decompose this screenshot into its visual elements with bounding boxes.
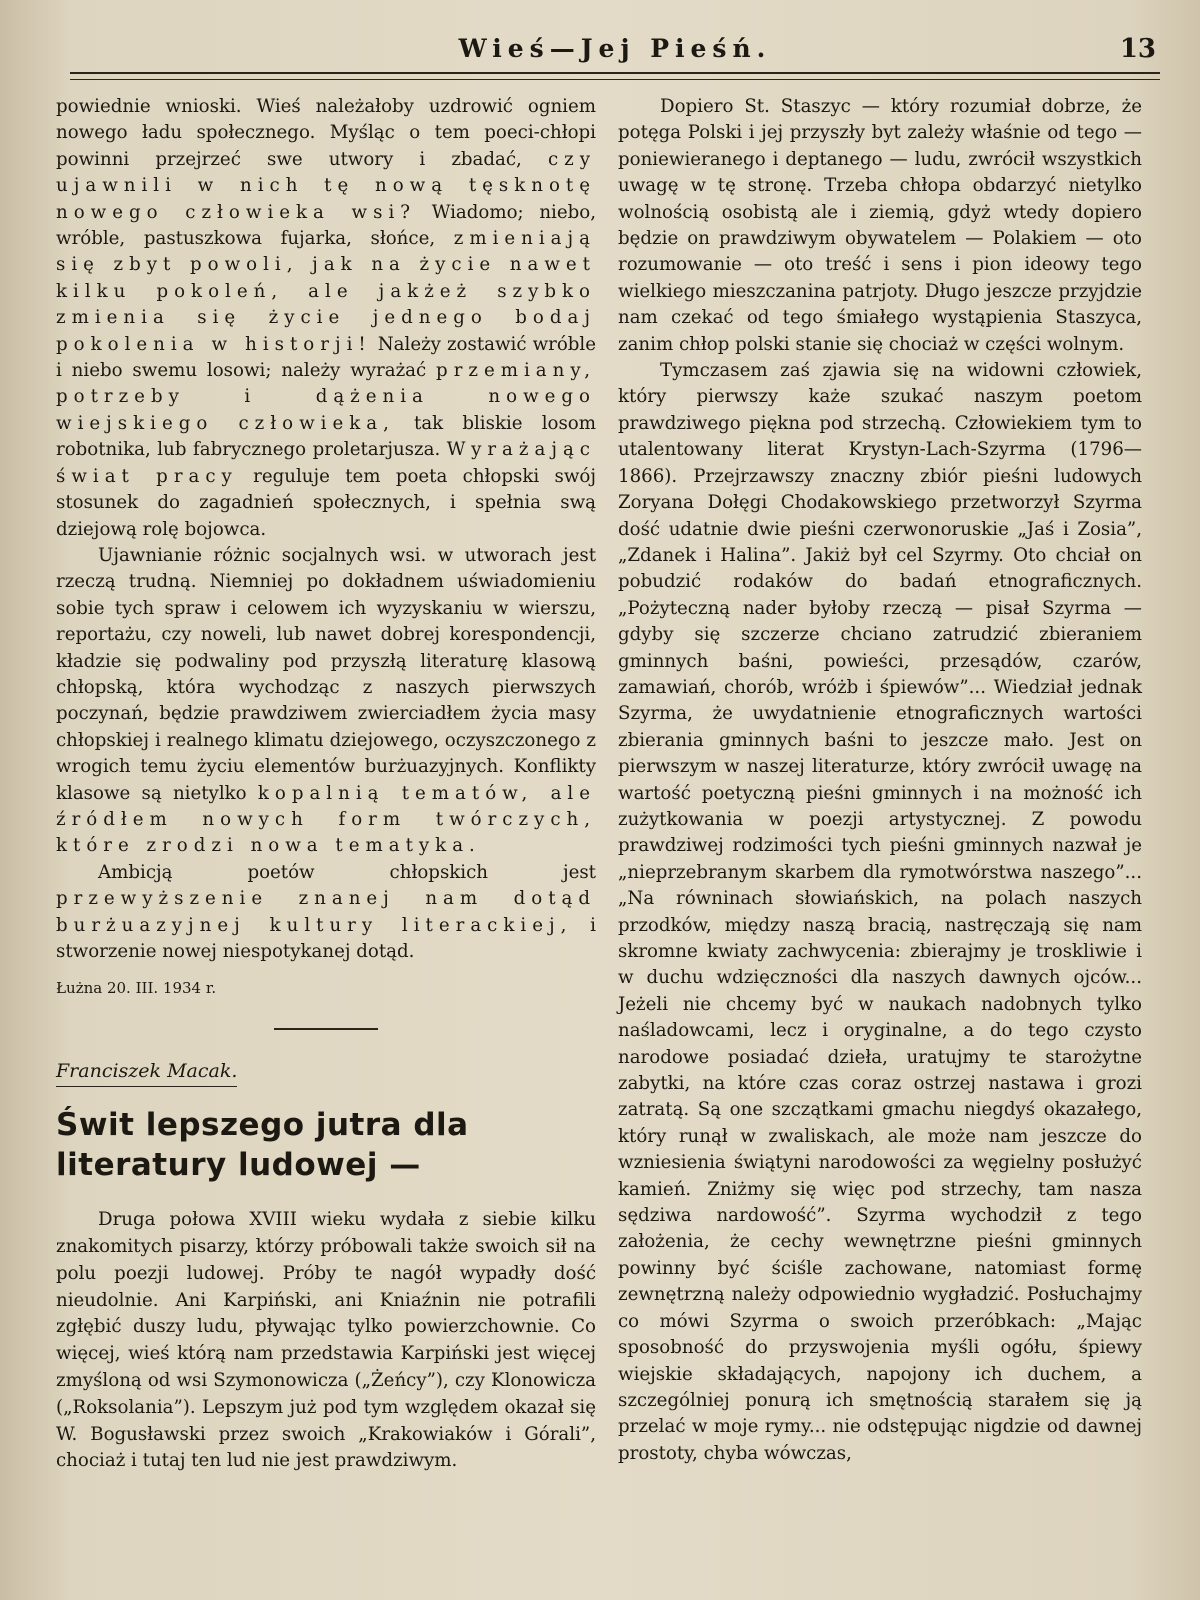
spaced-emphasis-text: Wyrażając świat pracy [56, 439, 596, 487]
spaced-emphasis-text: przewyższenie znanej nam dotąd burżuazyjnej kultury literackiej, [56, 888, 596, 936]
header-rule [70, 72, 1160, 80]
spaced-emphasis-text: czy ujawnili w nich tę nową tęsknotę nowego człowieka wsi? [56, 148, 596, 223]
right-paragraph-1: Dopiero St. Staszyc — który rozumiał dobrze, że potęga Polski i jej przyszły byt zależy właśnie od tego — poniewieranego i deptanego — ludu, zwrócił wszystkich uwagę w tę stronę. Trzeba chłopa obdarzyć nietylko wolnością osobistą ale i ziemią, gdyż wtedy dopiero będzie on prawdziwym obywatelem — Polakiem — oto rozumowanie — oto treść i sens i pion ideowy tego wielkiego mieszczanina patrjoty. Długo jeszcze przyjdzie nam czekać od tego śmiałego wystąpienia Staszyca, zanim chłop polski stanie się chociaż w części wolnym. [618, 96, 1142, 355]
article-author: Franciszek Macak. [56, 1058, 237, 1087]
left-paragraph-1 [56, 94, 596, 543]
text-run: Ambicją poetów chłopskich jest [98, 861, 596, 883]
text-run: tak bliskie losom robotnika, lub fabrycznego proletarjusza. [56, 412, 596, 461]
page-header [70, 34, 1160, 74]
left-paragraph-2 [56, 543, 596, 860]
spaced-emphasis-text: przemiany, potrzeby i dążenia nowego wiejskiego człowieka, [56, 360, 596, 434]
text-run: Ujawnianie różnic socjalnych wsi. w utworach jest rzeczą trudną. Niemniej po dokładnem uświadomieniu sobie tych spraw i celowem ich wyzyskaniu w wierszu, reportażu, czy noweli, lub nawet dobrej korespondencji, kładzie się podwaliny pod przyszłą literaturę klasową chłopską, która wychodząc z naszych pierwszych poczynań, będzie prawdziwem zwierciadłem życia masy chłopskiej i realnego klimatu dziejowego, oczyszczonego z wrogich temu życiu elementów burżuazyjnych. Konflikty klasowe są nietylko [56, 544, 596, 804]
spaced-emphasis-text: zmieniają się zbyt powoli, jak na życie nawet kilku pokoleń, ale jakżeż szybko zmienia się życie jednego bodaj pokolenia w historji! [56, 228, 596, 355]
article-title: Świt lepszego jutra dla literatury ludowej — [56, 1107, 469, 1184]
article-paragraph-1: Druga połowa XVIII wieku wydała z siebie kilku znakomitych pisarzy, którzy próbowali także swoich sił na polu poezji ludowej. Próby te nagół wypadły dość nieudolnie. Ani Karpiński, ani Kniaźnin nie potrafili zgłębić duszy ludu, pływając tylko powierzchownie. Co więcej, wieś którą nam przedstawia Karpiński jest więcej zmyśloną od wsi Szymonowicza („Żeńcy”), czy Klonowicza („Roksolania”). Lepszym już pod tym względem okazał się W. Bogusławski przez swoich „Krakowiaków i Górali”, chociaż i tutaj ten lud nie jest prawdziwym. [56, 1209, 596, 1472]
running-title: Wieś—Jej Pieśń. [458, 34, 772, 63]
text-run: Wiadomo; niebo, wróble, pastuszkowa fujarka, słońce, [56, 201, 596, 250]
right-paragraph-2: Tymczasem zaś zjawia się na widowni człowiek, który pierwszy każe szukać naszym poetom prawdziwego piękna pod strzechą. Człowiekiem tym to utalentowany literat Krystyn-Lach-Szyrma (1796—1866). Przejrzawszy znaczny zbiór pieśni ludowych Zoryana Dołęgi Chodakowskiego przetworzył Szyrma dość udatnie dwie pieśni czerwonoruskie „Jaś i Zosia”, „Zdanek i Halina”. Jakiż był cel Szyrmy. Oto chciał on pobudzić rodaków do badań etnograficznych. „Pożyteczną nader byłoby rzeczą — pisał Szyrma — gdyby się szczerze chciano zatrudzić zbieraniem gminnych baśni, powieści, przesądów, czarów, zamawiań, chorób, wróżb i śpiewów”... Wiedział jednak Szyrma, że uwydatnienie etnograficznych wartości zbierania gminnych baśni to jeszcze mało. Jest on pierwszym w naszej literaturze, który zwrócił uwagę na wartość poetyczną pieśni gminnych i na możność ich zużytkowania w poezji artystycznej. Z powodu prawdziwej rodzimości tych pieśni gminnych nazwał je „nieprzebranym skarbem dla rymotwórstwa naszego”... „Na równinach słowiańskich, na polach naszych przodków, między naszą bracią, nastręczają się nam skromne kwiaty zachwycenia: zbierajmy je troskliwie i w duchu wdzięczności dla naszych dawnych ojców... Jeżeli nie chcemy być w naukach nadobnych tylko naśladowcami, lecz i oryginalne, a do tego czysto narodowe posiadać dzieła, uratujmy te starożytne zabytki, na które czas coraz ostrzej nastawa i grozi zatratą. Są one szczątkami gmachu niegdyś okazałego, który runął w zwaliskach, ale może nam jeszcze do wzniesienia świątyni narodowości za węgielny posłużyć kamień. Zniżmy się więc pod strzechy, tam nasza sędziwa nardowość”. Szyrma wychodził z tego założenia, że cechy wewnętrzne pieśni gminnych powinny być ściśle zachowane, natomiast formę zewnętrzną należy odpowiednio wygładzić. Posłuchajmy co mówi Szyrma o swoich przeróbkach: „Mając sposobność do przyswojenia myśli ogółu, śpiewy wiejskie składających, napojony ich duchem, a szczególniej ponurą ich smętnością starałem się ją przelać w moje rymy... nie odstępując nigdzie od dawnej prostoty, chyba wówczas, [618, 360, 1142, 1464]
article-body [56, 1207, 596, 1475]
text-run: i stworzenie nowej niespotykanej dotąd. [56, 914, 596, 962]
text-run: powiednie wnioski. Wieś należałoby uzdrowić ogniem nowego ładu społecznego. Myśląc o tem poeci-chłopi powinni przejrzeć swe utwory i zbadać, [56, 96, 596, 170]
text-run: reguluje tem poeta chłopski swój stosunek do zagadnień społecznych, i spełnia swą dziejową rolę bojowca. [56, 465, 596, 540]
page-number: 13 [1119, 34, 1156, 64]
section-separator [274, 1028, 378, 1030]
right-column [618, 94, 1142, 1467]
dateline: Łużna 20. III. 1934 r. [56, 979, 217, 998]
spaced-emphasis-text: kopalnią tematów, ale źródłem nowych form twórczych, które zrodzi nowa tematyka. [56, 782, 596, 857]
author-wrap [56, 1058, 596, 1087]
text-run: Należy zostawić wróble i niebo swemu losowi; należy wyrażać [56, 333, 597, 382]
left-paragraph-3 [56, 860, 596, 966]
left-column [56, 94, 596, 1475]
